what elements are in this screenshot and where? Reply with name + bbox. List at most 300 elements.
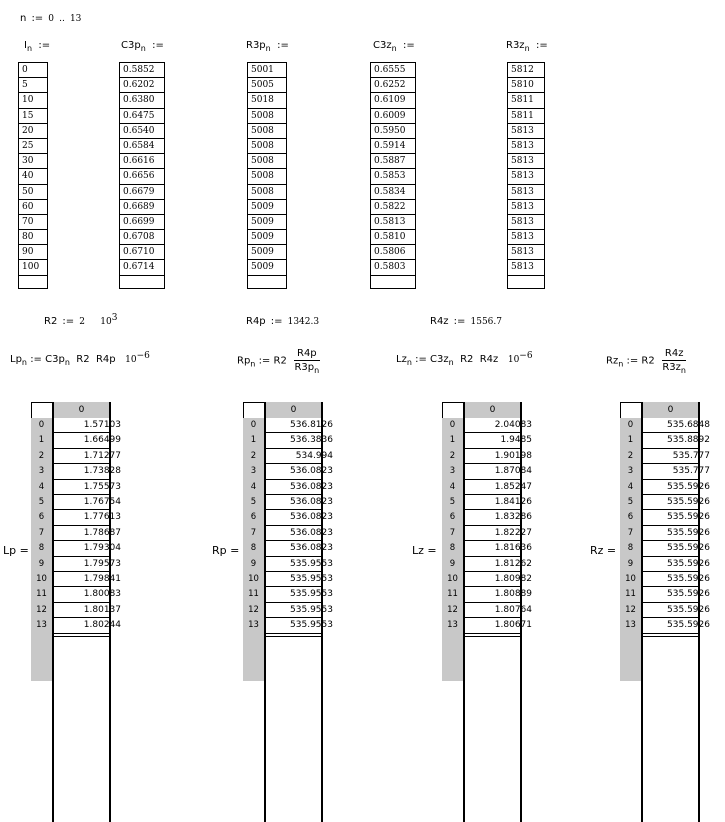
row-value: 1.79841 <box>83 574 121 584</box>
column-header: 0 <box>464 402 521 418</box>
row-value: 1.71277 <box>83 450 121 461</box>
header-assign: := <box>403 40 415 51</box>
input-cell[interactable]: 5813 <box>508 245 544 260</box>
const-power-exp: 3 <box>111 313 118 323</box>
table-row[interactable] <box>243 464 333 479</box>
input-cell[interactable]: 15 <box>19 109 47 124</box>
input-cell[interactable]: 5811 <box>508 93 544 108</box>
table-row[interactable] <box>31 433 121 448</box>
constant-R4z[interactable] <box>430 309 502 328</box>
input-cell[interactable]: 0.6679 <box>120 185 164 200</box>
row-value: 1.66499 <box>83 435 121 446</box>
row-index: 7 <box>627 527 634 538</box>
row-index: 3 <box>250 466 257 477</box>
row-index: 4 <box>250 481 257 492</box>
row-index: 9 <box>449 558 456 569</box>
input-cell[interactable]: 100 <box>19 260 47 275</box>
formula-power-exp: −6 <box>519 351 533 361</box>
input-cell[interactable]: 0.6616 <box>120 154 164 169</box>
input-cell[interactable]: 5813 <box>508 185 544 200</box>
formula-Rz[interactable] <box>606 348 686 373</box>
input-cell[interactable]: 5813 <box>508 230 544 245</box>
row-index: 5 <box>38 497 45 507</box>
input-table-R3z[interactable] <box>507 62 545 289</box>
row-value: 1.90198 <box>494 450 532 461</box>
constant-R4p[interactable] <box>246 309 319 328</box>
input-cell[interactable]: 80 <box>19 230 47 245</box>
input-cell[interactable]: 5001 <box>248 63 286 78</box>
row-index: 1 <box>449 435 456 446</box>
table-row[interactable] <box>442 526 532 541</box>
fraction-numerator: R4z <box>662 348 687 361</box>
den-name: R3p <box>294 362 315 373</box>
row-value: 1.82227 <box>494 527 532 538</box>
input-cell[interactable]: 5009 <box>248 215 286 230</box>
table-row[interactable] <box>243 587 333 602</box>
formula-term-sub: n <box>64 358 70 367</box>
input-cell[interactable]: 10 <box>19 93 47 108</box>
table-row[interactable] <box>243 480 333 495</box>
input-cell[interactable]: 0.6714 <box>120 260 164 275</box>
column-header: 0 <box>53 402 110 418</box>
table-row[interactable] <box>31 572 121 587</box>
row-value: 535.9553 <box>290 558 333 569</box>
table-row[interactable] <box>31 480 121 495</box>
row-value: 535.9553 <box>290 620 333 631</box>
table-row[interactable] <box>442 480 532 495</box>
row-value: 1.81636 <box>494 543 532 554</box>
input-cell[interactable]: 0.6656 <box>120 169 164 184</box>
row-separator <box>465 633 520 634</box>
row-index: 13 <box>248 620 259 631</box>
input-table-C3z[interactable] <box>370 62 416 289</box>
header-sub: n <box>524 44 530 53</box>
header-assign: := <box>277 40 289 51</box>
input-cell[interactable]: 0.5852 <box>120 63 164 78</box>
input-cell[interactable]: 0.6555 <box>371 63 415 78</box>
input-cell[interactable]: 0.5914 <box>371 139 415 154</box>
input-cell[interactable]: 40 <box>19 169 47 184</box>
input-cell[interactable]: 5812 <box>508 63 544 78</box>
input-cell[interactable]: 0.6699 <box>120 215 164 230</box>
row-value: 535.5926 <box>667 589 710 600</box>
input-cell[interactable]: 70 <box>19 215 47 230</box>
row-index: 12 <box>248 604 259 615</box>
input-cell[interactable]: 20 <box>19 124 47 139</box>
row-index: 3 <box>449 466 456 477</box>
table-row[interactable] <box>620 618 710 633</box>
input-header-R3p[interactable] <box>246 40 289 51</box>
row-index: 10 <box>625 574 636 584</box>
table-row[interactable] <box>243 541 333 556</box>
input-cell[interactable]: 0.6540 <box>120 124 164 139</box>
formula-fraction <box>294 348 320 373</box>
table-row[interactable] <box>442 618 532 633</box>
table-row[interactable] <box>442 449 532 464</box>
row-index: 9 <box>38 558 45 569</box>
header-sub: n <box>265 44 271 53</box>
const-assign: := <box>270 316 283 327</box>
row-value: 535.9553 <box>290 604 333 615</box>
row-index: 1 <box>627 435 634 446</box>
const-name: R2 <box>44 316 58 327</box>
formula-Lp[interactable] <box>10 351 150 367</box>
formula-assign: := <box>415 354 427 365</box>
column-header: 0 <box>642 402 699 418</box>
input-cell[interactable]: 5813 <box>508 260 544 275</box>
formula-assign: := <box>258 355 271 367</box>
table-row[interactable] <box>620 510 710 525</box>
const-assign: := <box>453 316 466 327</box>
const-name: R4z <box>430 316 449 327</box>
table-row[interactable] <box>442 433 532 448</box>
input-cell[interactable]: 0.6202 <box>120 78 164 93</box>
header-sub: n <box>140 44 146 53</box>
row-value: 1.80982 <box>494 574 532 584</box>
table-row[interactable] <box>442 464 532 479</box>
formula-term: C3z <box>430 354 449 365</box>
input-cell[interactable]: 5008 <box>248 154 286 169</box>
output-label-Lz: Lz = <box>412 544 437 557</box>
input-cell[interactable]: 0.6689 <box>120 200 164 215</box>
row-value: 536.0823 <box>290 512 333 523</box>
row-value: 536.0823 <box>290 481 333 492</box>
row-value: 536.0823 <box>290 543 333 554</box>
row-index: 5 <box>250 497 257 507</box>
formula-sub: n <box>406 358 412 367</box>
input-cell[interactable]: 0.5834 <box>371 185 415 200</box>
fraction-denominator <box>294 361 320 373</box>
row-value: 536.0823 <box>290 466 333 477</box>
table-row[interactable] <box>31 526 121 541</box>
table-row[interactable] <box>31 618 121 633</box>
row-value: 1.80083 <box>83 589 121 600</box>
input-header-C3p[interactable] <box>121 40 164 51</box>
input-cell[interactable]: 5018 <box>248 93 286 108</box>
row-index: 2 <box>250 450 257 461</box>
row-index: 5 <box>449 497 456 507</box>
row-value: 1.87084 <box>494 466 532 477</box>
row-index: 10 <box>36 574 47 584</box>
table-row[interactable] <box>243 603 333 618</box>
table-row[interactable] <box>442 418 532 433</box>
row-index: 7 <box>250 527 257 538</box>
input-table-C3p[interactable] <box>119 62 165 289</box>
row-index: 8 <box>627 543 634 554</box>
row-index: 8 <box>449 543 456 554</box>
formula-sub: n <box>618 359 624 369</box>
row-index: 7 <box>449 527 456 538</box>
input-blank-row <box>371 276 415 288</box>
formula-sub: n <box>21 358 27 367</box>
table-row[interactable] <box>620 587 710 602</box>
table-row[interactable] <box>31 495 121 510</box>
row-index: 2 <box>449 450 456 461</box>
table-row[interactable] <box>243 572 333 587</box>
table-row[interactable] <box>243 418 333 433</box>
table-row[interactable] <box>442 572 532 587</box>
formula-term: R4p <box>95 354 116 365</box>
input-cell[interactable]: 25 <box>19 139 47 154</box>
row-value: 1.73828 <box>83 466 121 477</box>
header-name: C3p <box>121 40 141 51</box>
input-cell[interactable]: 0.5950 <box>371 124 415 139</box>
row-value: 1.80137 <box>83 604 121 615</box>
row-value: 535.6848 <box>667 420 710 430</box>
table-row[interactable] <box>31 587 121 602</box>
table-row[interactable] <box>243 433 333 448</box>
table-row[interactable] <box>620 449 710 464</box>
row-value: 1.84126 <box>494 497 532 507</box>
row-value: 534.994 <box>295 450 333 461</box>
range-start: 0 <box>48 14 55 24</box>
formula-assign: := <box>626 355 639 367</box>
row-index: 1 <box>38 435 45 446</box>
row-index: 8 <box>38 543 45 554</box>
row-value: 1.81262 <box>494 558 532 569</box>
input-header-C3z[interactable] <box>373 40 415 51</box>
row-index: 6 <box>38 512 45 523</box>
formula-term-sub: n <box>448 358 454 367</box>
input-header-I[interactable] <box>24 40 50 51</box>
row-index: 12 <box>447 604 458 615</box>
table-row[interactable] <box>620 557 710 572</box>
header-name: R3z <box>506 40 525 51</box>
input-cell[interactable]: 0.5810 <box>371 230 415 245</box>
fraction-numerator: R4p <box>294 348 320 361</box>
output-label-Rz: Rz = <box>590 544 617 557</box>
input-cell[interactable]: 30 <box>19 154 47 169</box>
table-row[interactable] <box>243 449 333 464</box>
table-row[interactable] <box>442 587 532 602</box>
table-row[interactable] <box>243 495 333 510</box>
input-table-R3p[interactable] <box>247 62 287 289</box>
table-row[interactable] <box>31 449 121 464</box>
table-row[interactable] <box>243 526 333 541</box>
row-value: 1.76754 <box>83 497 121 507</box>
den-sub: n <box>314 366 320 375</box>
table-row[interactable] <box>620 526 710 541</box>
input-cell[interactable]: 0.6584 <box>120 139 164 154</box>
row-index: 9 <box>250 558 257 569</box>
row-value: 1.80671 <box>494 620 532 631</box>
table-row[interactable] <box>620 480 710 495</box>
input-cell[interactable]: 5813 <box>508 215 544 230</box>
row-value: 536.0823 <box>290 527 333 538</box>
input-cell[interactable]: 0.6708 <box>120 230 164 245</box>
input-cell[interactable]: 0.5806 <box>371 245 415 260</box>
table-row[interactable] <box>620 572 710 587</box>
formula-Lz[interactable] <box>396 351 533 367</box>
row-value: 535.5926 <box>667 574 710 584</box>
row-index: 4 <box>449 481 456 492</box>
row-value: 1.75573 <box>83 481 121 492</box>
formula-Rp[interactable] <box>237 348 320 373</box>
row-index: 4 <box>38 481 45 492</box>
table-row[interactable] <box>442 510 532 525</box>
row-index: 12 <box>625 604 636 615</box>
row-index: 11 <box>248 589 259 600</box>
row-value: 535.8892 <box>667 435 710 446</box>
row-value: 1.80889 <box>494 589 532 600</box>
header-assign: := <box>536 40 548 51</box>
row-value: 536.8126 <box>290 420 333 430</box>
formula-lhs: Rp <box>237 355 251 367</box>
header-sub: n <box>26 44 33 53</box>
input-cell[interactable]: 0.5822 <box>371 200 415 215</box>
input-cell[interactable]: 5009 <box>248 230 286 245</box>
row-index: 4 <box>627 481 634 492</box>
row-index: 10 <box>447 574 458 584</box>
row-value: 535.5926 <box>667 512 710 523</box>
table-row[interactable] <box>31 464 121 479</box>
row-value: 535.5926 <box>667 527 710 538</box>
header-name: C3z <box>373 40 392 51</box>
input-cell[interactable]: 5008 <box>248 109 286 124</box>
const-assign: := <box>62 316 75 327</box>
table-row[interactable] <box>243 510 333 525</box>
table-row[interactable] <box>31 603 121 618</box>
input-cell[interactable]: 5813 <box>508 124 544 139</box>
row-index: 0 <box>250 420 257 430</box>
input-cell[interactable]: 0.5853 <box>371 169 415 184</box>
range-var: n <box>20 13 27 24</box>
constant-R2[interactable] <box>44 309 117 328</box>
table-row[interactable] <box>620 433 710 448</box>
table-row[interactable] <box>620 541 710 556</box>
row-index: 0 <box>38 420 45 430</box>
table-row[interactable] <box>243 618 333 633</box>
input-cell[interactable]: 5009 <box>248 260 286 275</box>
table-left-border <box>620 402 621 418</box>
table-row[interactable] <box>31 510 121 525</box>
row-value: 535.5926 <box>667 481 710 492</box>
input-cell[interactable]: 0.5813 <box>371 215 415 230</box>
column-header: 0 <box>265 402 322 418</box>
formula-power-base: 10 <box>507 355 520 365</box>
row-index: 1 <box>250 435 257 446</box>
input-blank-row <box>19 276 47 288</box>
input-cell[interactable]: 60 <box>19 200 47 215</box>
input-cell[interactable]: 0.6710 <box>120 245 164 260</box>
row-value: 535.5926 <box>667 604 710 615</box>
table-row[interactable] <box>243 557 333 572</box>
row-value: 535.5926 <box>667 558 710 569</box>
den-sub: n <box>680 366 686 375</box>
input-cell[interactable]: 90 <box>19 245 47 260</box>
row-value: 1.78687 <box>83 527 121 538</box>
input-cell[interactable]: 5810 <box>508 78 544 93</box>
table-row[interactable] <box>442 541 532 556</box>
formula-term: R2 <box>76 354 90 365</box>
input-cell[interactable]: 0 <box>19 63 47 78</box>
formula-lhs: Rz <box>606 355 619 367</box>
table-row[interactable] <box>620 603 710 618</box>
row-index: 6 <box>627 512 634 523</box>
table-row[interactable] <box>442 495 532 510</box>
formula-sub: n <box>250 359 256 369</box>
table-row[interactable] <box>31 418 121 433</box>
input-cell[interactable]: 5009 <box>248 200 286 215</box>
input-blank-row <box>248 276 286 288</box>
formula-term: R2 <box>273 355 287 367</box>
output-label-Rp: Rp = <box>212 544 240 557</box>
range-definition[interactable] <box>20 6 81 25</box>
formula-fraction <box>662 348 687 373</box>
const-value: 2 <box>79 317 85 327</box>
input-cell[interactable]: 5005 <box>248 78 286 93</box>
const-value: 1556.7 <box>470 317 502 327</box>
table-left-border <box>442 402 443 418</box>
input-cell[interactable]: 5008 <box>248 124 286 139</box>
input-cell[interactable]: 5813 <box>508 200 544 215</box>
input-cell[interactable]: 50 <box>19 185 47 200</box>
row-value: 536.3836 <box>290 435 333 446</box>
row-index: 10 <box>248 574 259 584</box>
table-row[interactable] <box>620 495 710 510</box>
row-index: 13 <box>625 620 636 631</box>
row-value: 2.04083 <box>494 420 532 430</box>
table-row[interactable] <box>31 541 121 556</box>
input-cell[interactable]: 5813 <box>508 154 544 169</box>
input-cell[interactable]: 0.5887 <box>371 154 415 169</box>
input-cell[interactable]: 5813 <box>508 139 544 154</box>
input-cell[interactable]: 5008 <box>248 169 286 184</box>
row-separator <box>266 633 321 634</box>
input-cell[interactable]: 5008 <box>248 185 286 200</box>
input-cell[interactable]: 5813 <box>508 169 544 184</box>
row-value: 535.777 <box>672 466 710 477</box>
table-bottom-line <box>266 636 321 637</box>
range-dots: .. <box>59 14 65 24</box>
input-cell[interactable]: 0.6475 <box>120 109 164 124</box>
formula-power-base: 10 <box>125 355 137 365</box>
row-index: 8 <box>250 543 257 554</box>
table-row[interactable] <box>442 603 532 618</box>
table-row[interactable] <box>31 557 121 572</box>
table-row[interactable] <box>620 464 710 479</box>
input-cell[interactable]: 0.6009 <box>371 109 415 124</box>
input-table-I[interactable] <box>18 62 48 289</box>
input-cell[interactable]: 5811 <box>508 109 544 124</box>
input-cell[interactable]: 0.6380 <box>120 93 164 108</box>
row-value: 1.9485 <box>500 435 532 446</box>
table-row[interactable] <box>620 418 710 433</box>
row-index: 13 <box>447 620 458 631</box>
input-cell[interactable]: 5 <box>19 78 47 93</box>
row-value: 1.80764 <box>494 604 532 615</box>
row-index: 11 <box>447 589 458 600</box>
row-value: 1.85247 <box>494 481 532 492</box>
input-cell[interactable]: 0.6109 <box>371 93 415 108</box>
input-cell[interactable]: 5008 <box>248 139 286 154</box>
input-cell[interactable]: 0.5803 <box>371 260 415 275</box>
input-header-R3z[interactable] <box>506 40 548 51</box>
row-index: 6 <box>449 512 456 523</box>
row-value: 535.5926 <box>667 497 710 507</box>
row-separator <box>643 633 698 634</box>
row-value: 535.9553 <box>290 589 333 600</box>
formula-term: R4z <box>479 354 499 365</box>
range-assign: := <box>31 13 44 24</box>
table-row[interactable] <box>442 557 532 572</box>
input-cell[interactable]: 5009 <box>248 245 286 260</box>
row-index: 7 <box>38 527 45 538</box>
table-bottom-line <box>643 636 698 637</box>
const-power-base: 10 <box>100 317 112 327</box>
row-index: 3 <box>38 466 45 477</box>
input-cell[interactable]: 0.6252 <box>371 78 415 93</box>
